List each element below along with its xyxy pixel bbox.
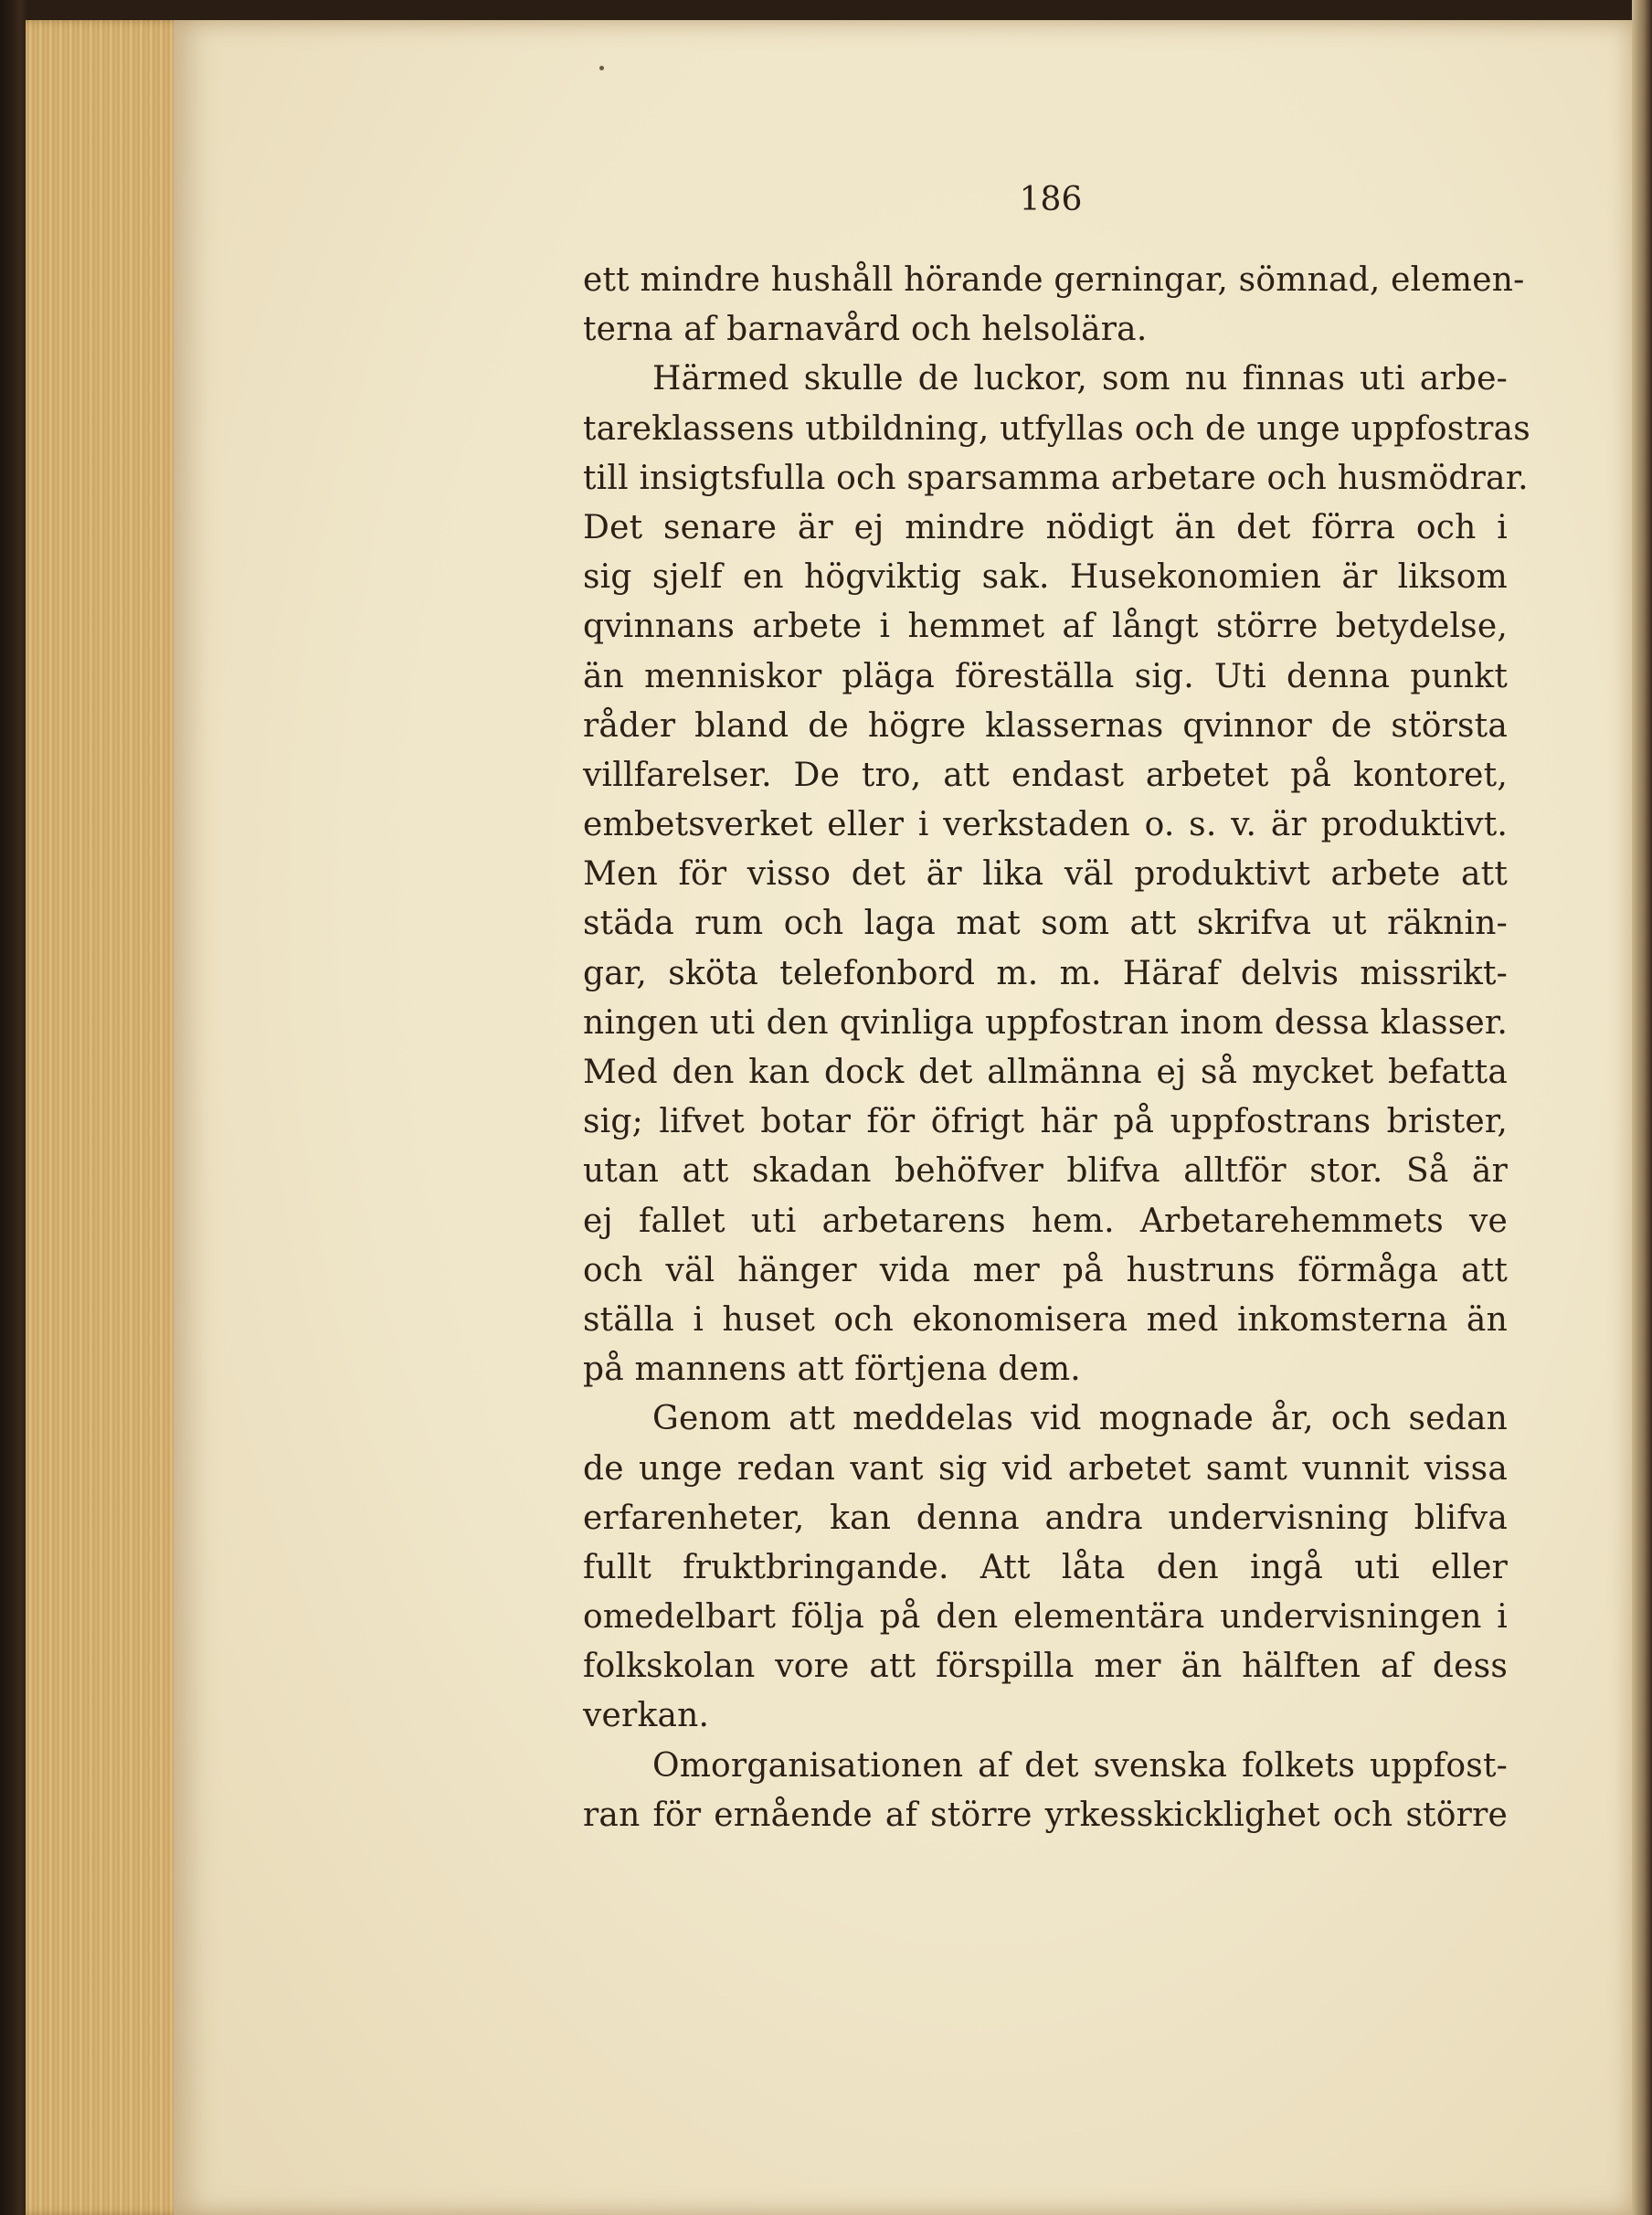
text-line: ett mindre hushåll hörande gerningar, sömnad, elemen- [583,261,1525,299]
page-right-edge [1632,0,1652,2215]
text-line: Härmed skulle de luckor, som nu finnas uti arbe- [652,360,1508,398]
text-line: embetsverket eller i verkstaden o. s. v. är produktivt. [583,806,1508,844]
text-line: ställa i huset och ekonomisera med inkomsterna än [583,1300,1508,1339]
text-line: till insigtsfulla och sparsamma arbetare och husmödrar. [583,459,1529,497]
text-line: erfarenheter, kan denna andra undervisning blifva [583,1499,1508,1537]
text-line: råder bland de högre klassernas qvinnor de största [583,706,1508,745]
text-line: städa rum och laga mat som att skrifva ut räknin- [583,905,1508,943]
text-line: och väl hänger vida mer på hustruns förmåga att [583,1251,1508,1289]
text-line: terna af barnavård och helsolära. [583,311,1148,349]
body-text [583,256,1530,1840]
text-line: verkan. [583,1697,710,1735]
text-line: qvinnans arbete i hemmet af långt större betydelse, [583,608,1508,646]
text-line: utan att skadan behöfver blifva alltför stor. Så är [583,1152,1508,1191]
text-line: tareklassens utbildning, utfyllas och de unge uppfostras [583,409,1530,448]
text-line: på mannens att förtjena dem. [583,1351,1081,1389]
text-line: villfarelser. De tro, att endast arbetet på kontoret, [583,756,1508,794]
text-line: Det senare är ej mindre nödigt än det förra och i [583,508,1508,546]
text-line: Genom att meddelas vid mognade år, och sedan [652,1400,1508,1438]
text-line: ran för ernående af större yrkesskicklighet och större [583,1796,1508,1834]
text-line: gar, sköta telefonbord m. m. Häraf delvis missrikt- [583,954,1508,992]
text-line: sig sjelf en högviktig sak. Husekonomien är liksom [583,558,1508,597]
text-line: sig; lifvet botar för öfrigt här på uppfostrans brister, [583,1103,1508,1141]
text-line: än menniskor pläga föreställa sig. Uti denna punkt [583,657,1508,695]
text-line: omedelbart följa på den elementära undervisningen i [583,1598,1508,1637]
text-line: Med den kan dock det allmänna ej så mycket befatta [583,1054,1508,1091]
dust-mark [599,66,604,70]
text-line: Men för visso det är lika väl produktivt arbete att [583,855,1508,894]
text-line: folkskolan vore att förspilla mer än hälften af dess [583,1648,1508,1686]
page-number: 186 [1019,181,1083,218]
text-line: fullt fruktbringande. Att låta den ingå uti eller [583,1548,1508,1586]
text-line: Omorganisationen af det svenska folkets uppfost- [652,1746,1508,1785]
text-line: ningen uti den qvinliga uppfostran inom dessa klasser. [583,1003,1508,1042]
text-line: de unge redan vant sig vid arbetet samt vunnit vissa [583,1449,1508,1488]
text-line: ej fallet uti arbetarens hem. Arbetarehemmets ve [583,1202,1508,1240]
